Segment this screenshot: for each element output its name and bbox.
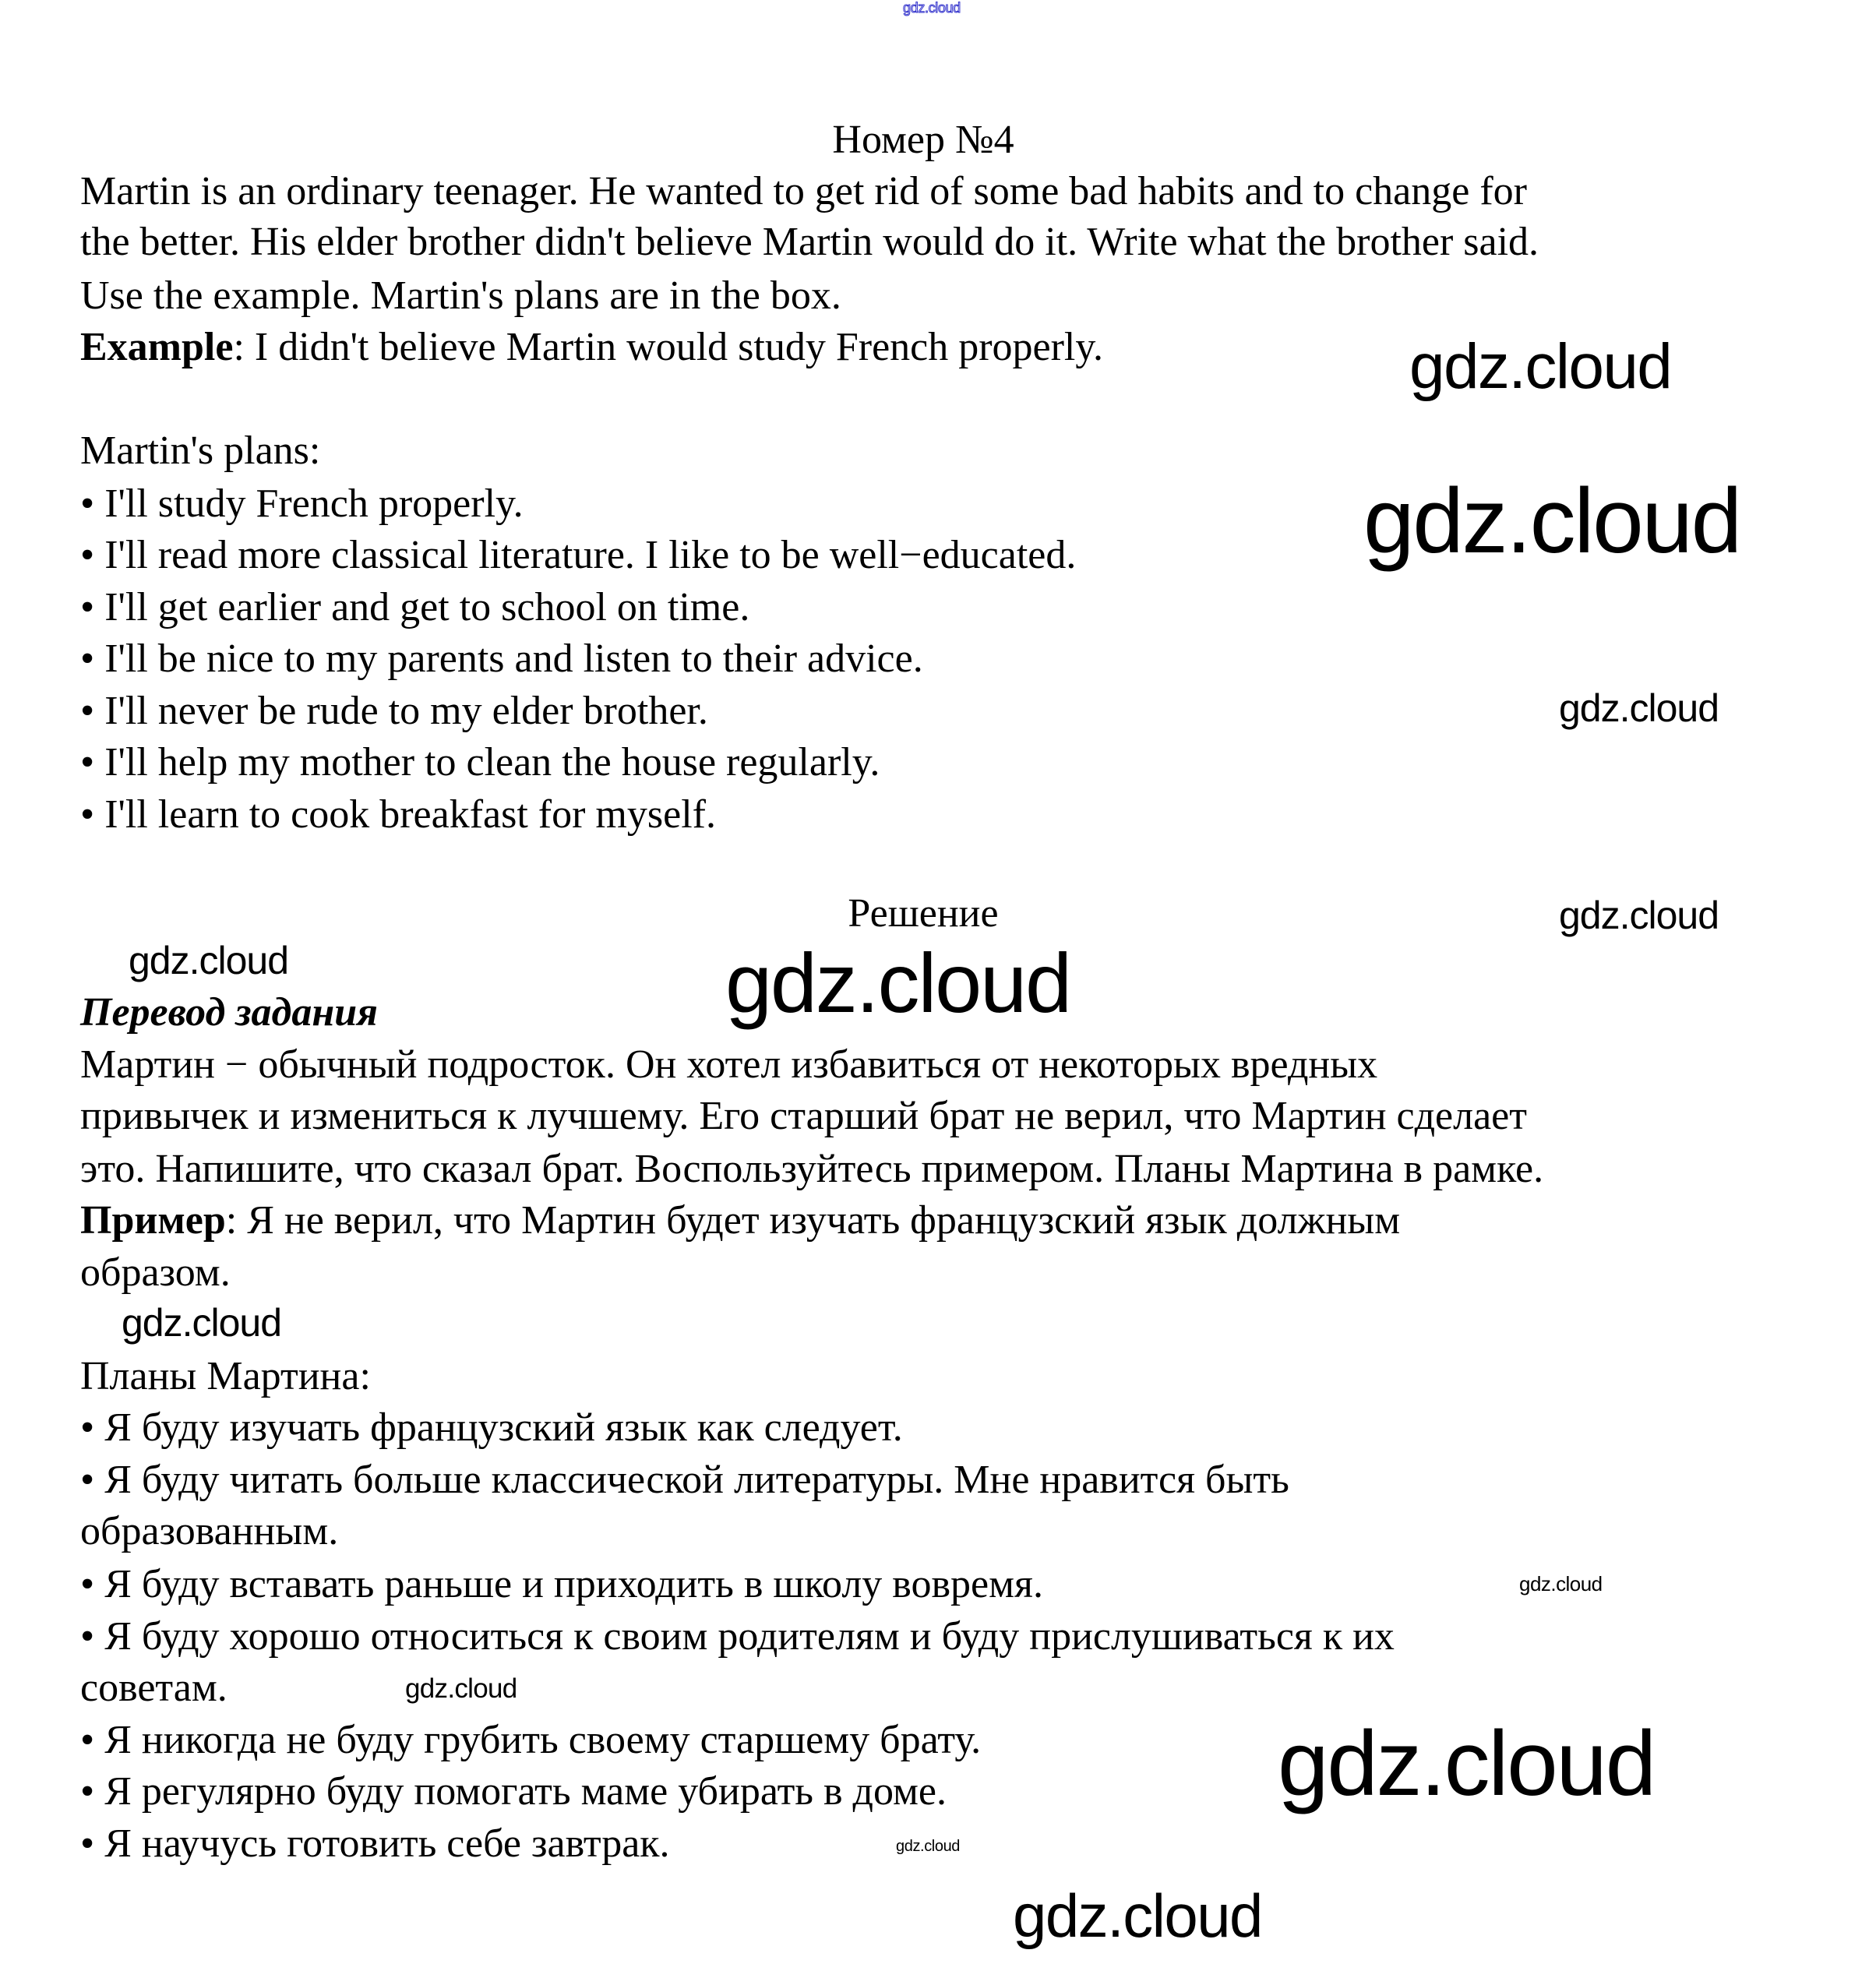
watermark: gdz.cloud bbox=[129, 939, 289, 982]
translation-line: привычек и измениться к лучшему. Его старший брат не верил, что Мартин сделает bbox=[80, 1094, 1527, 1138]
ru-plans-heading: Планы Мартина: bbox=[80, 1354, 371, 1398]
plan-item: • I'll help my mother to clean the house regularly. bbox=[80, 740, 880, 785]
example-label: Example bbox=[80, 325, 234, 369]
ru-plan-item: образованным. bbox=[80, 1509, 339, 1553]
watermark: gdz.cloud bbox=[1559, 894, 1719, 937]
watermark: gdz.cloud bbox=[1519, 1572, 1603, 1595]
watermark: gdz.cloud bbox=[903, 0, 961, 16]
example-line bbox=[80, 322, 1103, 373]
ru-example-label: Пример bbox=[80, 1198, 226, 1243]
plan-item: • I'll study French properly. bbox=[80, 481, 524, 526]
ru-plan-item: • Я научусь готовить себе завтрак. bbox=[80, 1821, 670, 1866]
watermark: gdz.cloud bbox=[1013, 1881, 1262, 1950]
plan-item: • I'll never be rude to my elder brother. bbox=[80, 689, 708, 733]
plan-item: • I'll learn to cook breakfast for myself. bbox=[80, 792, 716, 837]
plan-item: • I'll be nice to my parents and listen to their advice. bbox=[80, 636, 923, 681]
ru-plan-item: • Я буду вставать раньше и приходить в школу вовремя. bbox=[80, 1562, 1043, 1606]
task-line: Use the example. Martin's plans are in the box. bbox=[80, 273, 841, 318]
translation-line: Мартин − обычный подросток. Он хотел избавиться от некоторых вредных bbox=[80, 1042, 1378, 1087]
ru-plan-item: советам. bbox=[80, 1666, 227, 1710]
watermark: gdz.cloud bbox=[896, 1838, 961, 1855]
ru-plan-item: • Я регулярно буду помогать маме убирать в доме. bbox=[80, 1769, 947, 1814]
watermark: gdz.cloud bbox=[725, 936, 1070, 1030]
example-text: : I didn't believe Martin would study French properly. bbox=[233, 325, 1104, 369]
page-title bbox=[0, 115, 1846, 166]
task-line: Martin is an ordinary teenager. He wanted to get rid of some bad habits and to change for bbox=[80, 169, 1527, 213]
solution-heading bbox=[0, 888, 1846, 940]
ru-example-line bbox=[80, 1195, 1400, 1246]
ru-plan-item: • Я буду хорошо относиться к своим родителям и буду прислушиваться к их bbox=[80, 1614, 1395, 1659]
ru-example-cont: образом. bbox=[80, 1250, 231, 1295]
plan-item: • I'll get earlier and get to school on time. bbox=[80, 585, 750, 629]
watermark: gdz.cloud bbox=[1363, 470, 1740, 573]
plan-item: • I'll read more classical literature. I like to be well−educated. bbox=[80, 533, 1077, 577]
watermark: gdz.cloud bbox=[1278, 1712, 1655, 1815]
watermark: gdz.cloud bbox=[1409, 331, 1672, 402]
watermark: gdz.cloud bbox=[1559, 686, 1719, 730]
task-line: the better. His elder brother didn't believe Martin would do it. Write what the brother said. bbox=[80, 220, 1539, 264]
plans-heading: Martin's plans: bbox=[80, 428, 321, 473]
ru-plan-item: • Я буду читать больше классической литературы. Мне нравится быть bbox=[80, 1458, 1289, 1502]
ru-plan-item: • Я буду изучать французский язык как следует. bbox=[80, 1405, 903, 1450]
watermark: gdz.cloud bbox=[405, 1673, 517, 1704]
page-title-text: Номер №4 bbox=[832, 118, 1014, 162]
translation-heading: Перевод задания bbox=[80, 990, 378, 1035]
watermark: gdz.cloud bbox=[122, 1301, 282, 1345]
translation-line: это. Напишите, что сказал брат. Воспользуйтесь примером. Планы Мартина в рамке. bbox=[80, 1147, 1544, 1191]
solution-heading-text: Решение bbox=[848, 891, 999, 936]
ru-example-text: : Я не верил, что Мартин будет изучать французский язык должным bbox=[225, 1198, 1401, 1243]
ru-plan-item: • Я никогда не буду грубить своему старшему брату. bbox=[80, 1718, 982, 1762]
